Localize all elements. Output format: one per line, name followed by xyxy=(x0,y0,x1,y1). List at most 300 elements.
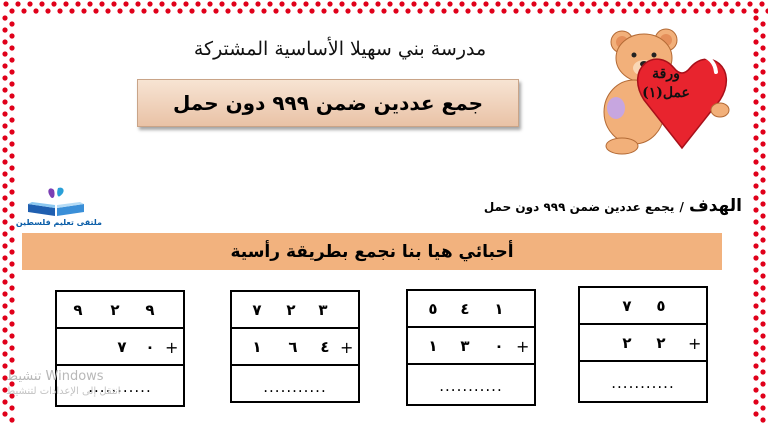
border-dot xyxy=(753,375,758,380)
border-dot xyxy=(760,237,765,242)
border-dot xyxy=(261,8,266,13)
top-number-row xyxy=(232,292,358,329)
border-dot xyxy=(693,8,698,13)
border-dot xyxy=(9,81,14,86)
border-dot xyxy=(687,1,692,6)
border-dot xyxy=(39,1,44,6)
border-dot xyxy=(453,8,458,13)
border-dot xyxy=(75,1,80,6)
border-dot xyxy=(753,363,758,368)
answer-row[interactable] xyxy=(580,362,706,401)
border-dot xyxy=(9,105,14,110)
border-dot xyxy=(273,8,278,13)
border-dot xyxy=(81,8,86,13)
border-dot xyxy=(177,8,182,13)
digit: ٦ xyxy=(288,338,298,356)
border-dot xyxy=(417,8,422,13)
border-dot xyxy=(579,1,584,6)
border-dot xyxy=(760,213,765,218)
border-dot xyxy=(303,1,308,6)
school-name: مدرسة بني سهيلا الأساسية المشتركة xyxy=(193,38,487,60)
border-dot xyxy=(105,8,110,13)
digit: ٢ xyxy=(656,334,666,352)
answer-placeholder: ........... xyxy=(88,378,152,396)
border-dot xyxy=(760,309,765,314)
answer-placeholder: ........... xyxy=(263,378,327,396)
border-dot xyxy=(729,8,734,13)
border-dot xyxy=(357,8,362,13)
plus-sign: + xyxy=(516,337,530,356)
border-dot xyxy=(2,87,7,92)
border-dot xyxy=(249,8,254,13)
border-dot xyxy=(753,27,758,32)
instruction-banner xyxy=(22,233,722,270)
border-dot xyxy=(2,63,7,68)
border-dot xyxy=(135,1,140,6)
logo-text: ملتقى تعليم فلسطين xyxy=(15,218,102,227)
digit: ٩ xyxy=(145,301,155,319)
plus-sign: + xyxy=(340,338,354,357)
goal-text: يجمع عددين ضمن ٩٩٩ دون حمل xyxy=(483,200,675,214)
answer-row[interactable] xyxy=(232,366,358,401)
border-dot xyxy=(585,8,590,13)
border-dot xyxy=(291,1,296,6)
border-dot xyxy=(2,135,7,140)
digit: ٢ xyxy=(622,334,632,352)
border-dot xyxy=(9,345,14,350)
border-dot xyxy=(99,1,104,6)
border-dot xyxy=(753,279,758,284)
border-dot xyxy=(2,147,7,152)
sheet-label-line2: عمل(١) xyxy=(642,85,690,101)
border-dot xyxy=(753,99,758,104)
worksheet-title: جمع عددين ضمن ٩٩٩ دون حمل xyxy=(172,91,484,115)
border-dot xyxy=(465,8,470,13)
border-dot xyxy=(501,8,506,13)
border-dot xyxy=(153,8,158,13)
border-dot xyxy=(2,351,7,356)
border-dot xyxy=(9,201,14,206)
border-dot xyxy=(9,141,14,146)
border-dot xyxy=(2,123,7,128)
border-dot xyxy=(2,339,7,344)
border-dot xyxy=(753,123,758,128)
border-dot xyxy=(537,8,542,13)
border-dot xyxy=(633,8,638,13)
border-dot xyxy=(753,15,758,20)
border-dot xyxy=(753,195,758,200)
border-dot xyxy=(753,183,758,188)
border-dot xyxy=(2,27,7,32)
border-dot xyxy=(165,8,170,13)
border-dot xyxy=(760,117,765,122)
border-dot xyxy=(639,1,644,6)
border-dot xyxy=(760,129,765,134)
border-dot xyxy=(27,1,32,6)
windows-activation-watermark: تنشيط Windows xyxy=(6,369,104,384)
border-dot xyxy=(63,1,68,6)
border-dot xyxy=(399,1,404,6)
border-dot xyxy=(753,147,758,152)
border-dot xyxy=(9,189,14,194)
border-dot xyxy=(753,327,758,332)
border-dot xyxy=(753,243,758,248)
digit: ٢ xyxy=(286,301,296,319)
digit: ٤ xyxy=(320,338,330,356)
border-dot xyxy=(543,1,548,6)
border-dot xyxy=(760,333,765,338)
border-dot xyxy=(213,8,218,13)
digit: ٠ xyxy=(494,337,504,355)
border-dot xyxy=(760,177,765,182)
border-dot xyxy=(760,393,765,398)
border-dot xyxy=(753,303,758,308)
border-dot xyxy=(753,207,758,212)
border-dot xyxy=(760,201,765,206)
border-dot xyxy=(760,165,765,170)
border-dot xyxy=(760,381,765,386)
border-dot xyxy=(651,1,656,6)
border-dot xyxy=(760,105,765,110)
border-dot xyxy=(9,321,14,326)
border-dot xyxy=(753,387,758,392)
border-dot xyxy=(669,8,674,13)
border-dot xyxy=(760,261,765,266)
border-dot xyxy=(87,1,92,6)
border-dot xyxy=(753,63,758,68)
top-number-row xyxy=(580,288,706,325)
digit: ٥ xyxy=(656,297,666,315)
border-dot xyxy=(753,135,758,140)
answer-placeholder: ........... xyxy=(439,377,503,395)
border-dot xyxy=(681,8,686,13)
border-dot xyxy=(760,93,765,98)
border-dot xyxy=(381,8,386,13)
border-dot xyxy=(495,1,500,6)
border-dot xyxy=(760,141,765,146)
border-dot xyxy=(57,8,62,13)
border-dot xyxy=(645,8,650,13)
bottom-number-row xyxy=(232,329,358,366)
goal-label: الهدف xyxy=(688,196,742,216)
border-dot xyxy=(231,1,236,6)
border-dot xyxy=(663,1,668,6)
border-dot xyxy=(117,8,122,13)
digit: ١ xyxy=(428,337,438,355)
sheet-label xyxy=(626,65,706,103)
border-dot xyxy=(9,333,14,338)
plus-sign: + xyxy=(688,334,702,353)
border-dot xyxy=(15,1,20,6)
border-dot xyxy=(9,45,14,50)
border-dot xyxy=(760,273,765,278)
border-dot xyxy=(597,8,602,13)
border-dot xyxy=(9,285,14,290)
border-dot xyxy=(69,8,74,13)
border-dot xyxy=(760,321,765,326)
border-dot xyxy=(2,243,7,248)
border-dot xyxy=(9,8,14,13)
border-dot xyxy=(9,33,14,38)
border-dot xyxy=(9,309,14,314)
border-dot xyxy=(753,51,758,56)
digit: ١ xyxy=(252,338,262,356)
border-dot xyxy=(753,399,758,404)
addition-problem-2 xyxy=(230,290,360,403)
border-dot xyxy=(747,1,752,6)
border-dot xyxy=(609,8,614,13)
border-dot xyxy=(555,1,560,6)
digit: ٧ xyxy=(117,338,127,356)
windows-activation-hint: انتقل إلى الإعدادات لتنشيط xyxy=(6,386,121,397)
border-dot xyxy=(2,219,7,224)
border-dot xyxy=(657,8,662,13)
bottom-number-row xyxy=(408,328,534,365)
border-dot xyxy=(507,1,512,6)
border-dot xyxy=(9,261,14,266)
border-dot xyxy=(387,1,392,6)
sheet-label-line1: ورقة xyxy=(652,66,680,82)
border-dot xyxy=(753,267,758,272)
border-dot xyxy=(9,297,14,302)
top-number-row xyxy=(408,291,534,328)
border-dot xyxy=(285,8,290,13)
border-dot xyxy=(753,159,758,164)
border-dot xyxy=(345,8,350,13)
digit: ٥ xyxy=(428,300,438,318)
border-dot xyxy=(423,1,428,6)
border-dot xyxy=(129,8,134,13)
border-dot xyxy=(741,8,746,13)
top-number-row xyxy=(57,292,183,329)
border-dot xyxy=(351,1,356,6)
border-dot xyxy=(9,129,14,134)
digit: ٩ xyxy=(73,301,83,319)
border-dot xyxy=(753,87,758,92)
border-dot xyxy=(513,8,518,13)
border-dot xyxy=(21,8,26,13)
border-dot xyxy=(760,69,765,74)
border-dot xyxy=(760,33,765,38)
border-dot xyxy=(2,399,7,404)
border-dot xyxy=(753,315,758,320)
border-dot xyxy=(753,8,758,13)
border-dot xyxy=(243,1,248,6)
border-dot xyxy=(429,8,434,13)
border-dot xyxy=(375,1,380,6)
border-dot xyxy=(519,1,524,6)
border-dot xyxy=(760,405,765,410)
border-dot xyxy=(267,1,272,6)
addition-problem-3 xyxy=(406,289,536,406)
border-dot xyxy=(760,45,765,50)
border-dot xyxy=(435,1,440,6)
border-dot xyxy=(567,1,572,6)
digit: ٧ xyxy=(622,297,632,315)
border-dot xyxy=(2,411,7,416)
border-dot xyxy=(591,1,596,6)
border-dot xyxy=(9,21,14,26)
border-dot xyxy=(621,8,626,13)
border-dot xyxy=(489,8,494,13)
border-dot xyxy=(2,51,7,56)
border-dot xyxy=(760,345,765,350)
border-dot xyxy=(9,93,14,98)
border-dot xyxy=(321,8,326,13)
border-dot xyxy=(2,267,7,272)
border-dot xyxy=(141,8,146,13)
border-dot xyxy=(93,8,98,13)
border-dot xyxy=(705,8,710,13)
border-dot xyxy=(760,249,765,254)
border-dot xyxy=(33,8,38,13)
border-dot xyxy=(147,1,152,6)
border-dot xyxy=(471,1,476,6)
border-dot xyxy=(9,117,14,122)
border-dot xyxy=(9,153,14,158)
border-dot xyxy=(447,1,452,6)
border-dot xyxy=(753,171,758,176)
border-dot xyxy=(760,57,765,62)
border-dot xyxy=(9,177,14,182)
border-dot xyxy=(2,75,7,80)
digit: ٠ xyxy=(145,338,155,356)
border-dot xyxy=(711,1,716,6)
border-dot xyxy=(760,285,765,290)
border-dot xyxy=(459,1,464,6)
border-dot xyxy=(2,15,7,20)
border-dot xyxy=(51,1,56,6)
border-dot xyxy=(225,8,230,13)
border-dot xyxy=(2,111,7,116)
border-dot xyxy=(525,8,530,13)
border-dot xyxy=(2,291,7,296)
border-dot xyxy=(9,249,14,254)
border-dot xyxy=(441,8,446,13)
border-dot xyxy=(9,165,14,170)
digit: ٧ xyxy=(252,301,262,319)
border-dot xyxy=(333,8,338,13)
border-dot xyxy=(255,1,260,6)
border-dot xyxy=(2,39,7,44)
border-dot xyxy=(760,21,765,26)
border-dot xyxy=(327,1,332,6)
border-dot xyxy=(675,1,680,6)
border-dot xyxy=(393,8,398,13)
border-dot xyxy=(760,81,765,86)
border-dot xyxy=(3,1,8,6)
border-dot xyxy=(2,303,7,308)
border-dot xyxy=(2,363,7,368)
border-dot xyxy=(2,159,7,164)
border-dot xyxy=(573,8,578,13)
border-dot xyxy=(2,315,7,320)
border-dot xyxy=(2,171,7,176)
border-dot xyxy=(9,69,14,74)
border-dot xyxy=(753,255,758,260)
plus-sign: + xyxy=(165,338,179,357)
border-dot xyxy=(123,1,128,6)
border-dot xyxy=(753,39,758,44)
border-dot xyxy=(201,8,206,13)
border-dot xyxy=(753,351,758,356)
goal-statement xyxy=(460,196,742,216)
border-dot xyxy=(760,189,765,194)
border-dot xyxy=(753,339,758,344)
border-dot xyxy=(297,8,302,13)
border-dot xyxy=(735,1,740,6)
worksheet-title-box xyxy=(137,79,519,127)
border-dot xyxy=(2,183,7,188)
border-dot xyxy=(195,1,200,6)
border-dot xyxy=(723,1,728,6)
goal-separator: / xyxy=(679,200,684,214)
border-dot xyxy=(2,195,7,200)
border-dot xyxy=(753,231,758,236)
border-dot xyxy=(753,291,758,296)
border-dot xyxy=(627,1,632,6)
border-dot xyxy=(717,8,722,13)
border-dot xyxy=(477,8,482,13)
border-dot xyxy=(760,225,765,230)
border-dot xyxy=(760,369,765,374)
border-dot xyxy=(699,1,704,6)
border-dot xyxy=(9,237,14,242)
border-dot xyxy=(279,1,284,6)
border-dot xyxy=(760,417,765,422)
border-dot xyxy=(759,1,764,6)
border-dot xyxy=(183,1,188,6)
border-dot xyxy=(531,1,536,6)
instruction-text: أحبائي هيا بنا نجمع بطريقة رأسية xyxy=(230,241,514,262)
border-dot xyxy=(9,417,14,422)
border-dot xyxy=(753,219,758,224)
border-dot xyxy=(2,255,7,260)
border-dot xyxy=(2,279,7,284)
border-dot xyxy=(159,1,164,6)
bottom-number-row xyxy=(580,325,706,362)
border-dot xyxy=(760,153,765,158)
border-dot xyxy=(2,231,7,236)
border-dot xyxy=(411,1,416,6)
addition-problem-4 xyxy=(578,286,708,403)
digit: ٣ xyxy=(318,301,328,319)
digit: ٣ xyxy=(460,337,470,355)
border-dot xyxy=(369,8,374,13)
border-dot xyxy=(405,8,410,13)
bottom-number-row xyxy=(57,329,183,366)
answer-row[interactable] xyxy=(408,365,534,404)
border-dot xyxy=(207,1,212,6)
border-dot xyxy=(753,411,758,416)
border-dot xyxy=(603,1,608,6)
border-dot xyxy=(483,1,488,6)
border-dot xyxy=(9,57,14,62)
open-book-icon xyxy=(24,186,88,218)
border-dot xyxy=(549,8,554,13)
answer-placeholder: ........... xyxy=(611,374,675,392)
border-dot xyxy=(9,213,14,218)
border-dot xyxy=(2,99,7,104)
border-dot xyxy=(615,1,620,6)
border-dot xyxy=(171,1,176,6)
border-dot xyxy=(45,8,50,13)
border-dot xyxy=(760,297,765,302)
border-dot xyxy=(9,357,14,362)
border-dot xyxy=(9,273,14,278)
border-dot xyxy=(111,1,116,6)
digit: ٤ xyxy=(460,300,470,318)
